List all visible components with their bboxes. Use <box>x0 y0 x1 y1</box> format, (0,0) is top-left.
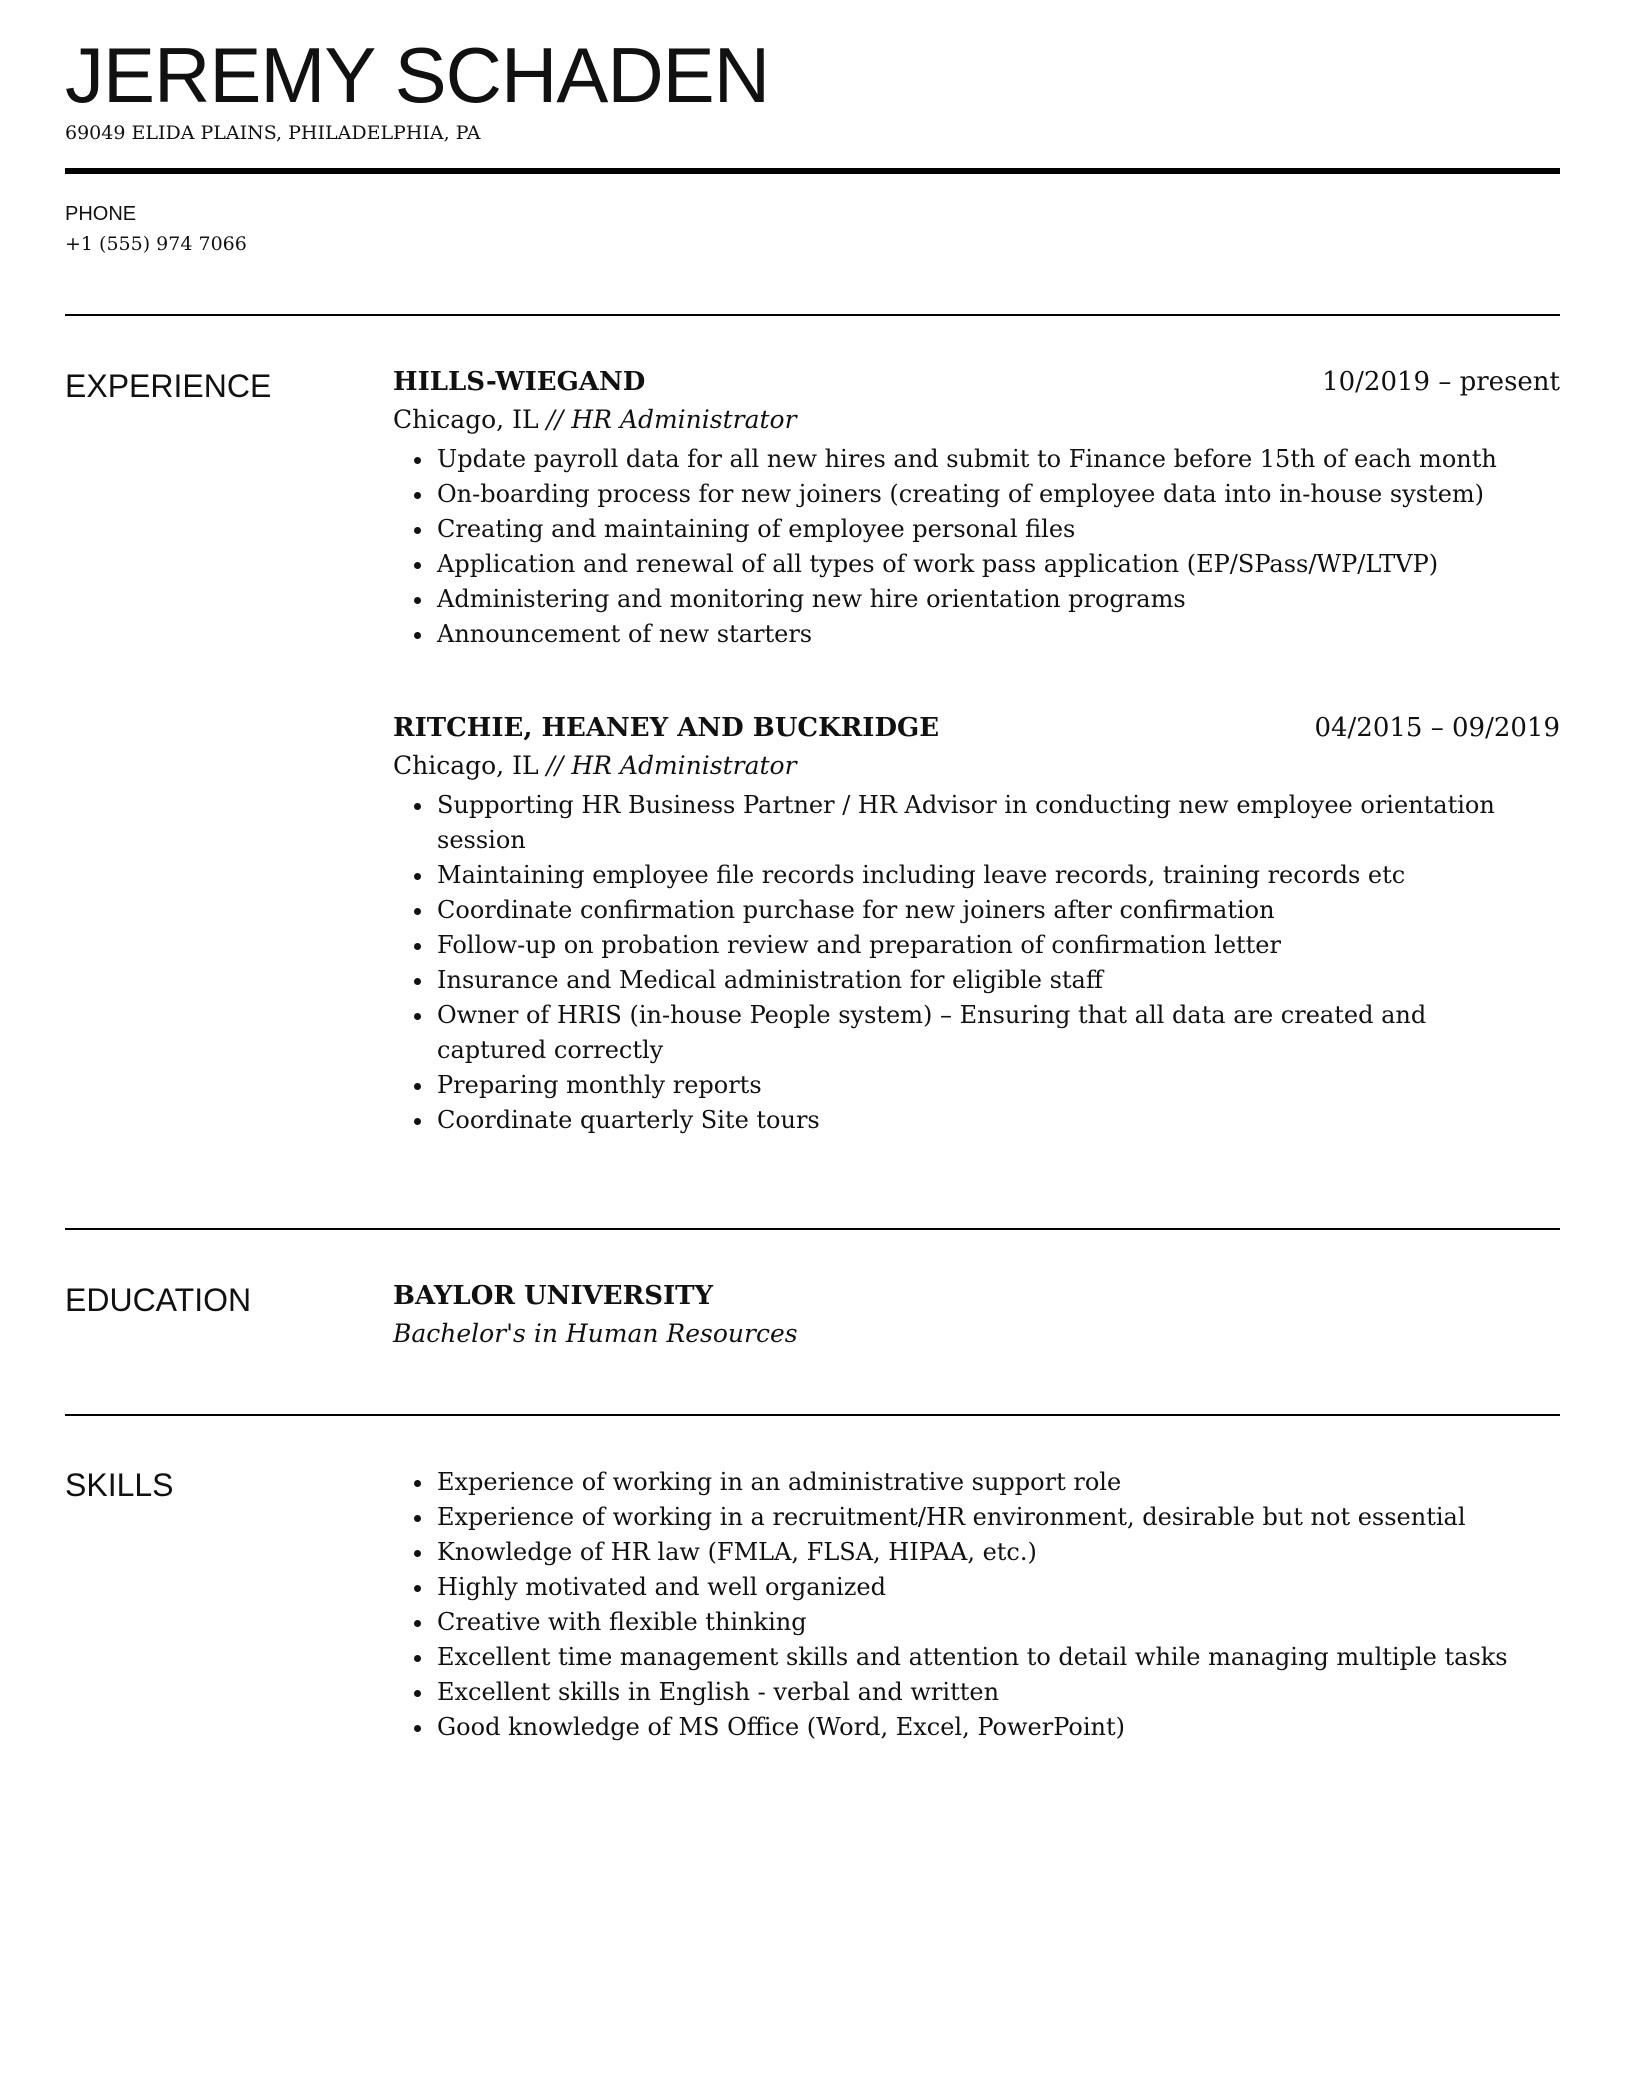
school-name: BAYLOR UNIVERSITY <box>393 1281 714 1311</box>
phone-number: +1 (555) 974 7066 <box>65 233 247 255</box>
company-name: RITCHIE, HEANEY AND BUCKRIDGE <box>393 713 940 743</box>
list-item: • Announcement of new starters <box>435 617 1560 652</box>
job-title: HR Administrator <box>571 751 797 780</box>
job-entry <box>393 364 1560 652</box>
education-section <box>393 1278 1560 1354</box>
skills-heading: SKILLS <box>65 1467 174 1503</box>
list-item: • Creating and maintaining of employee personal files <box>435 512 1560 547</box>
skills-list <box>393 1465 1560 1745</box>
phone-label: PHONE <box>65 203 137 225</box>
list-item: • Creative with flexible thinking <box>435 1605 1560 1640</box>
skills-section <box>393 1463 1560 1745</box>
list-item: • Preparing monthly reports <box>435 1068 1500 1103</box>
job-entry <box>393 710 1560 1138</box>
list-item: • Experience of working in a recruitment/HR environment, desirable but not essential <box>435 1500 1560 1535</box>
list-item: • Follow-up on probation review and preparation of confirmation letter <box>435 928 1500 963</box>
section-divider <box>65 1228 1560 1230</box>
education-heading: EDUCATION <box>65 1282 252 1318</box>
list-item: • Knowledge of HR law (FMLA, FLSA, HIPAA, etc.) <box>435 1535 1560 1570</box>
list-item: • Experience of working in an administrative support role <box>435 1465 1560 1500</box>
header-divider <box>65 168 1560 174</box>
list-item: • Good knowledge of MS Office (Word, Excel, PowerPoint) <box>435 1710 1560 1745</box>
separator: // <box>538 405 572 434</box>
experience-heading: EXPERIENCE <box>65 368 272 404</box>
list-item: • Coordinate quarterly Site tours <box>435 1103 1500 1138</box>
list-item: • Excellent time management skills and attention to detail while managing multiple tasks <box>435 1640 1560 1675</box>
company-name: HILLS-WIEGAND <box>393 367 646 397</box>
section-divider <box>65 314 1560 316</box>
list-item: • Coordinate confirmation purchase for new joiners after confirmation <box>435 893 1500 928</box>
section-divider <box>65 1414 1560 1416</box>
address: 69049 ELIDA PLAINS, PHILADELPHIA, PA <box>65 122 481 144</box>
job-dates: 04/2015 – 09/2019 <box>1314 713 1560 743</box>
list-item: • Highly motivated and well organized <box>435 1570 1560 1605</box>
list-item: • On-boarding process for new joiners (creating of employee data into in-house system) <box>435 477 1560 512</box>
list-item: • Owner of HRIS (in-house People system) – Ensuring that all data are created and captured correctly <box>435 998 1500 1068</box>
job-location: Chicago, IL <box>393 751 539 780</box>
job-location: Chicago, IL <box>393 405 539 434</box>
experience-section <box>393 364 1560 1196</box>
list-item: • Update payroll data for all new hires and submit to Finance before 15th of each month <box>435 442 1560 477</box>
list-item: • Administering and monitoring new hire orientation programs <box>435 582 1560 617</box>
job-bullets <box>393 442 1560 652</box>
list-item: • Insurance and Medical administration for eligible staff <box>435 963 1500 998</box>
list-item: • Application and renewal of all types of work pass application (EP/SPass/WP/LTVP) <box>435 547 1560 582</box>
list-item: • Supporting HR Business Partner / HR Advisor in conducting new employee orientation session <box>435 788 1500 858</box>
list-item: • Maintaining employee file records including leave records, training records etc <box>435 858 1500 893</box>
degree: Bachelor's in Human Resources <box>393 1319 798 1348</box>
job-dates: 10/2019 – present <box>1322 367 1560 397</box>
separator: // <box>538 751 572 780</box>
job-title: HR Administrator <box>571 405 797 434</box>
list-item: • Excellent skills in English - verbal and written <box>435 1675 1560 1710</box>
candidate-name: JEREMY SCHADEN <box>65 31 770 119</box>
job-bullets <box>393 788 1560 1138</box>
